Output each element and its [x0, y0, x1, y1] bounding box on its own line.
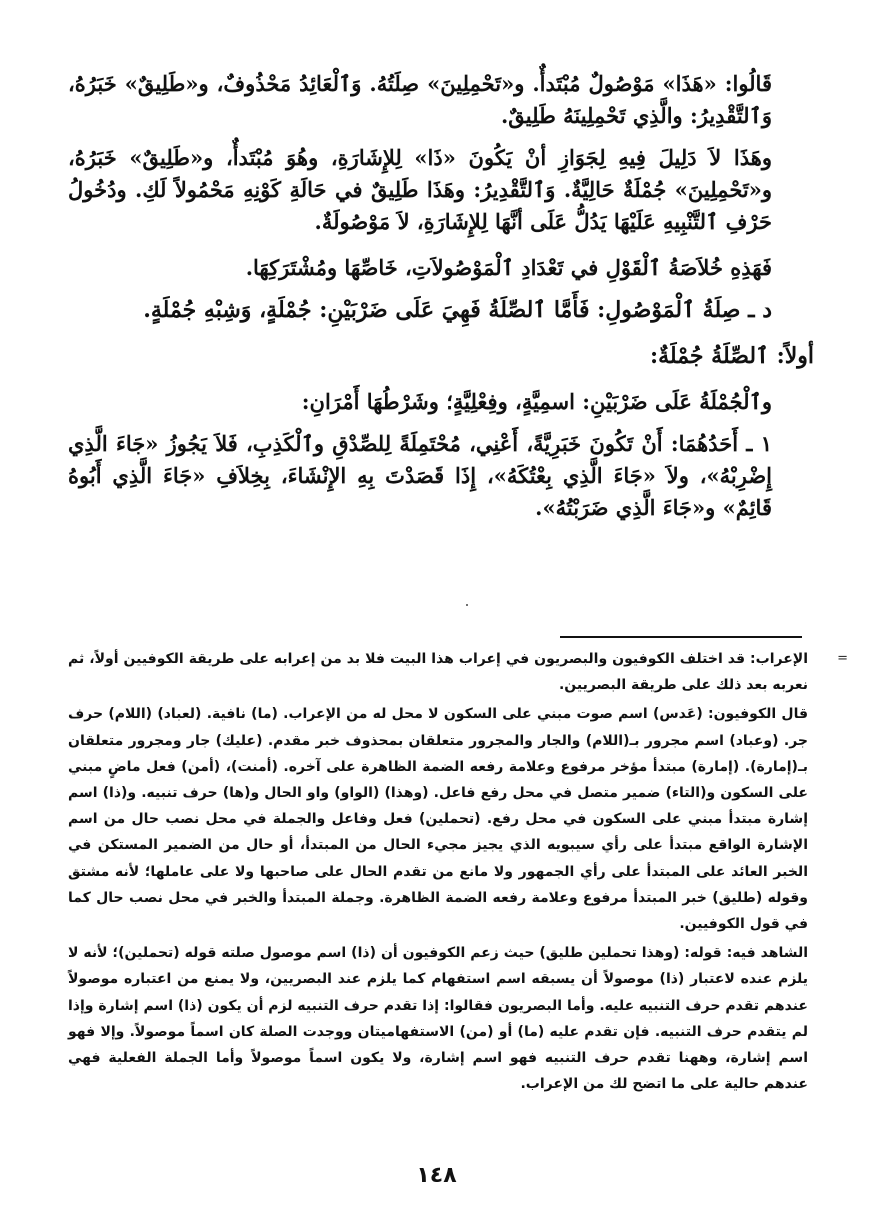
paragraph-qalu: قَالُوا: «هَذَا» مَوْصُولٌ مُبْتَدأٌ. و«تَحْمِلِينَ» صِلَتُهُ. وَٱلْعَائِدُ مَحْذُوفٌ، و«طَلِيقٌ» خَبَرُهُ، وَٱلتَّقْدِيرُ: والَّذِي تَحْمِلِينَهُ طَلِيقٌ. [68, 71, 772, 128]
main-body-text [68, 68, 814, 524]
footnotes-block [68, 646, 848, 1097]
footnote-irab-intro: الإعراب: قد اختلف الكوفيون والبصريون في إعراب هذا البيت فلا بد من إعرابه على طريقة الكوفيين أولاً، ثم نعربه بعد ذلك على طريقة البصريين. [68, 651, 808, 694]
paragraph-condition-one: ١ ـ أَحَدُهُمَا: أَنْ تَكُونَ خَبَرِيَّةً، أَعْنِي، مُحْتَمِلَةً لِلصِّدْقِ وٱلْكَذِبِ، فَلاَ يَجُوزُ «جَاءَ الَّذِي إِضْرِبْهُ»، ولاَ «جَاءَ الَّذِي بِعْتُكَهُ»، إِذَا قَصَدْتَ بِهِ الإِنْشَاءَ، بِخِلاَفِ «جَاءَ الَّذِي أَبُوهُ قَائِمٌ» و«جَاءَ الَّذِي ضَرَبْتُهُ». [68, 431, 772, 520]
paragraph-khulasat-al-qawl: فَهَذِهِ خُلاَصَةُ ٱلْقَوْلِ في تَعْدَادِ ٱلْمَوْصُولاَتِ، خَاصِّهَا ومُشْتَرَكِهَا. [245, 255, 772, 280]
footnote-shahid: الشاهد فيه: قوله: (وهذا تحملين طليق) حيث زعم الكوفيون أن (ذا) اسم موصول صلته قوله (تحملين)؛ لأنه لا يلزم عنده لاعتبار (ذا) موصولاً أن يسبقه اسم استفهام كما يلزم عند البصريين، ولا يمنع من اعتباره موصولاً عندهم تقدم حرف التنبيه عليه. وأما البصريون فقالوا: إذا تقدم حرف التنبيه لزم أن يكون (ذا) اسم إشارة وإذا لم يتقدم حرف التنبيه. فإن تقدم عليه (ما) أو (من) الاستفهاميتان ووجدت الصلة كان اسماً موصولاً. وإلا فهو اسم إشارة، وههنا تقدم حرف التنبيه فهو اسم إشارة، ولا يكون اسماً موصولاً وأما الجملة الفعلية فهي عندهم حالية على ما اتضح لك من الإعراب. [68, 945, 808, 1093]
footnote-separator [560, 636, 802, 638]
paragraph-hatha-la-dalil: وهَذَا لاَ دَلِيلَ فِيهِ لِجَوَازِ أنْ يَكُونَ «ذَا» لِلإِشَارَةِ، وهُوَ مُبْتَدأٌ، و«طَلِيقٌ» خَبَرُهُ، و«تَحْمِلِينَ» جُمْلَةٌ حَالِيَّةٌ. وَٱلتَّقْدِيرُ: وهَذَا طَلِيقٌ في حَالَةِ كَوْنِهِ مَحْمُولاً لَكِ. ودُخُولُ حَرْفِ ٱلتَّنْبِيهِ عَلَيْهَا يَدُلُّ عَلَى أنَّهَا لِلإِشَارَةِ، لاَ مَوْصُولَةٌ. [68, 145, 772, 234]
subheading-awwalan: أولاً: ٱلصِّلَةُ جُمْلَةٌ: [650, 343, 814, 369]
page-number: ١٤٨ [416, 1163, 457, 1188]
section-heading-silat-al-mawsul: د ـ صِلَةُ ٱلْمَوْصُولِ: فَأَمَّا ٱلصِّلَةُ فَهِيَ عَلَى ضَرْبَيْنِ: جُمْلَةٍ، وَشِبْهِ جُمْلَةٍ. [143, 297, 772, 323]
footnote-continuation-mark: = [837, 651, 848, 666]
footnote-kufan-irab: قال الكوفيون: (عَدس) اسم صوت مبني على السكون لا محل له من الإعراب. (ما) نافية. (لعباد) (اللام) حرف جر. (وعباد) اسم مجرور بـ(اللام) والجار والمجرور متعلقان بمحذوف خبر مقدم. (عليك) جار ومجرور متعلقان بـ(إمارة). (إمارة) مبتدأ مؤخر مرفوع وعلامة رفعه الضمة الظاهرة على آخره. (أمنت)، (أمن) فعل ماضٍ مبني على السكون و(التاء) ضمير متصل في محل رفع فاعل. (وهذا) (الواو) واو الحال و(ها) حرف تنبيه. و(ذا) اسم إشارة مبتدأ مبني على السكون في محل رفع. (تحملين) فعل وفاعل والجملة في محل نصب حال من اسم الإشارة الواقع مبتدأ على رأي سيبويه الذي يجيز مجيء الحال من المبتدأ، أو حال من الضمير المستكن في الخبر العائد على المبتدأ على رأي الجمهور ولا مانع من تقدم الحال على صاحبها ولا على عاملها؛ لأنه مشتق وقوله (طليق) خبر المبتدأ مرفوع وعلامة رفعه الضمة الظاهرة. وجملة المبتدأ والخبر في محل نصب حال كما في قول الكوفيين. [68, 706, 808, 933]
paragraph-al-jumla-ala-darbayn: وٱلْجُمْلَةُ عَلَى ضَرْبَيْنِ: اسمِيَّةٍ، وفِعْلِيَّةٍ؛ وشَرْطُهَا أَمْرَانِ: [301, 389, 772, 414]
scan-speck [466, 604, 468, 606]
